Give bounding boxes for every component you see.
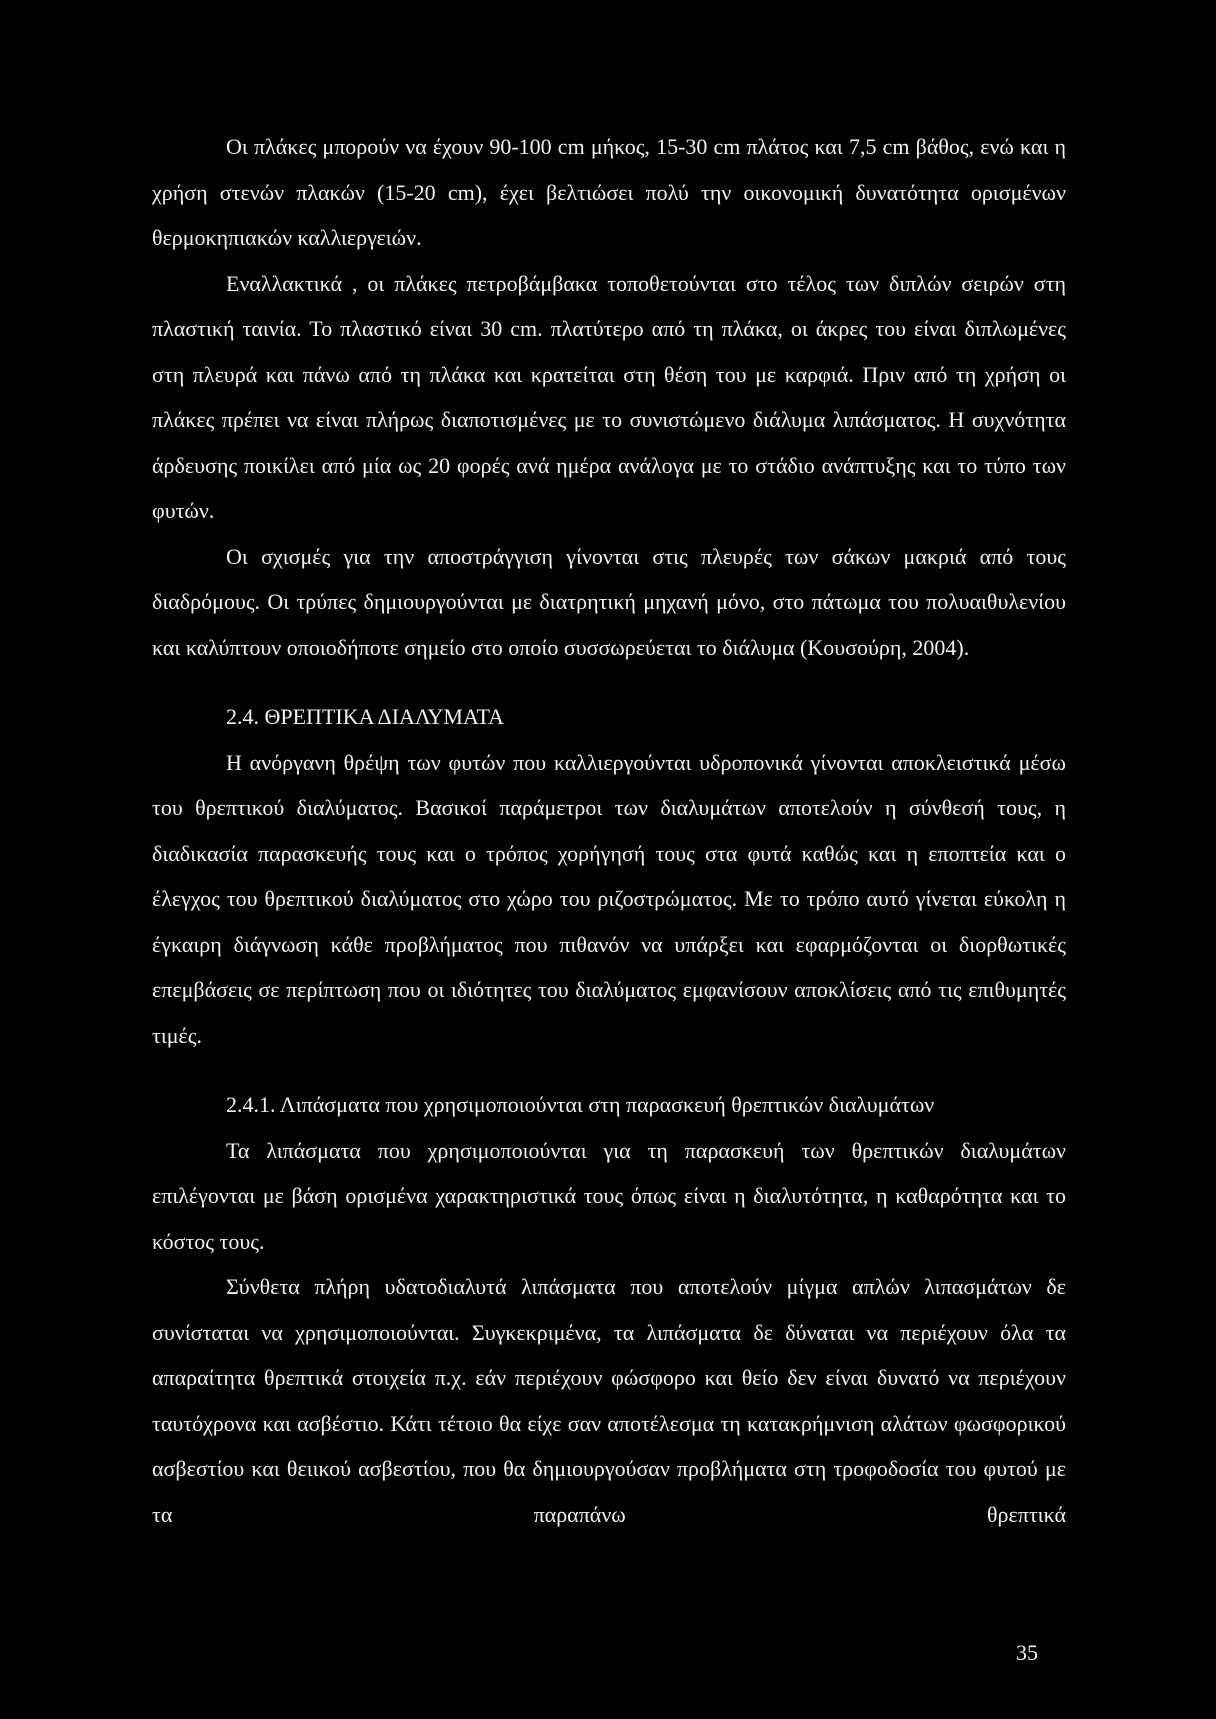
paragraph-drainage-slits: Οι σχισμές για την αποστράγγιση γίνονται στις πλευρές των σάκων μακριά από τους διαδρόμους. Οι τρύπες δημιουργούνται με διατρητική μηχανή μόνο, στο πάτωμα του πολυαιθυλενίου και καλύπτουν οποιοδήποτε σημείο στο οποίο συσσωρεύεται το διάλυμα (Κουσούρη, 2004). — [152, 543, 1066, 660]
document-page — [152, 124, 1066, 1537]
paragraph-alternative-placement: Εναλλακτικά , οι πλάκες πετροβάμβακα τοποθετούνται στο τέλος των διπλών σειρών στη πλαστική ταινία. Το πλαστικό είναι 30 cm. πλατύτερο από τη πλάκα, οι άκρες του είναι διπλωμένες στη πλευρά και πάνω από τη πλάκα και κρατείται στη θέση του με καρφιά. Πριν από τη χρήση οι πλάκες πρέπει να είναι πλήρως διαποτισμένες με το συνιστώμενο διάλυμα λιπάσματος. Η συχνότητα άρδευσης ποικίλει από μία ως 20 φορές ανά ημέρα ανάλογα με το στάδιο ανάπτυξης και το τύπο των φυτών. — [152, 270, 1066, 523]
paragraph-compound-fertilizers: Σύνθετα πλήρη υδατοδιαλυτά λιπάσματα που αποτελούν μίγμα απλών λιπασμάτων δε συνίσταται να χρησιμοποιούνται. Συγκεκριμένα, τα λιπάσματα δε δύναται να περιέχουν όλα τα απαραίτητα θρεπτικά στοιχεία π.χ. εάν περιέχουν φώσφορο και θείο δεν είναι δυνατό να περιέχουν ταυτόχρονα και ασβέστιο. Κάτι τέτοιο θα είχε σαν αποτέλεσμα τη κατακρήμνιση αλάτων φωσφορικού ασβεστίου και θειικού ασβεστίου, που θα δημιουργούσαν προβλήματα στη τροφοδοσία του φυτού με τα παραπάνω θρεπτικά — [152, 1274, 1066, 1527]
page-number: 35 — [1016, 1640, 1038, 1665]
paragraph-nutrient-solutions: Η ανόργανη θρέψη των φυτών που καλλιεργούνται υδροπονικά γίνονται αποκλειστικά μέσω του θρεπτικού διαλύματος. Βασικοί παράμετροι των διαλυμάτων αποτελούν η σύνθεσή τους, η διαδικασία παρασκευής τους και ο τρόπος χορήγησή τους στα φυτά καθώς και η εποπτεία και ο έλεγχος του θρεπτικού διαλύματος στο χώρο του ριζοστρώματος. Με το τρόπο αυτό γίνεται εύκολη η έγκαιρη διάγνωση κάθε προβλήματος που πιθανόν να υπάρξει και εφαρμόζονται οι διορθωτικές επεμβάσεις σε περίπτωση που οι ιδιότητες του διαλύματος εμφανίσουν αποκλίσεις από τις επιθυμητές τιμές. — [152, 749, 1066, 1048]
paragraph-fertilizer-selection: Τα λιπάσματα που χρησιμοποιούνται για τη παρασκευή των θρεπτικών διαλυμάτων επιλέγονται με βάση ορισμένα χαρακτηριστικά τους όπως είναι η διαλυτότητα, η καθαρότητα και το κόστος τους. — [152, 1137, 1066, 1254]
section-heading: 2.4. ΘΡΕΠΤΙΚΑ ΔΙΑΛΥΜΑΤΑ — [226, 704, 505, 729]
subsection-heading: 2.4.1. Λιπάσματα που χρησιμοποιούνται στη παρασκευή θρεπτικών διαλυμάτων — [226, 1092, 935, 1117]
paragraph-slab-dimensions: Οι πλάκες μπορούν να έχουν 90-100 cm μήκος, 15-30 cm πλάτος και 7,5 cm βάθος, ενώ και η χρήση στενών πλακών (15-20 cm), έχει βελτιώσει πολύ την οικονομική δυνατότητα ορισμένων θερμοκηπιακών καλλιεργειών. — [152, 134, 1066, 250]
